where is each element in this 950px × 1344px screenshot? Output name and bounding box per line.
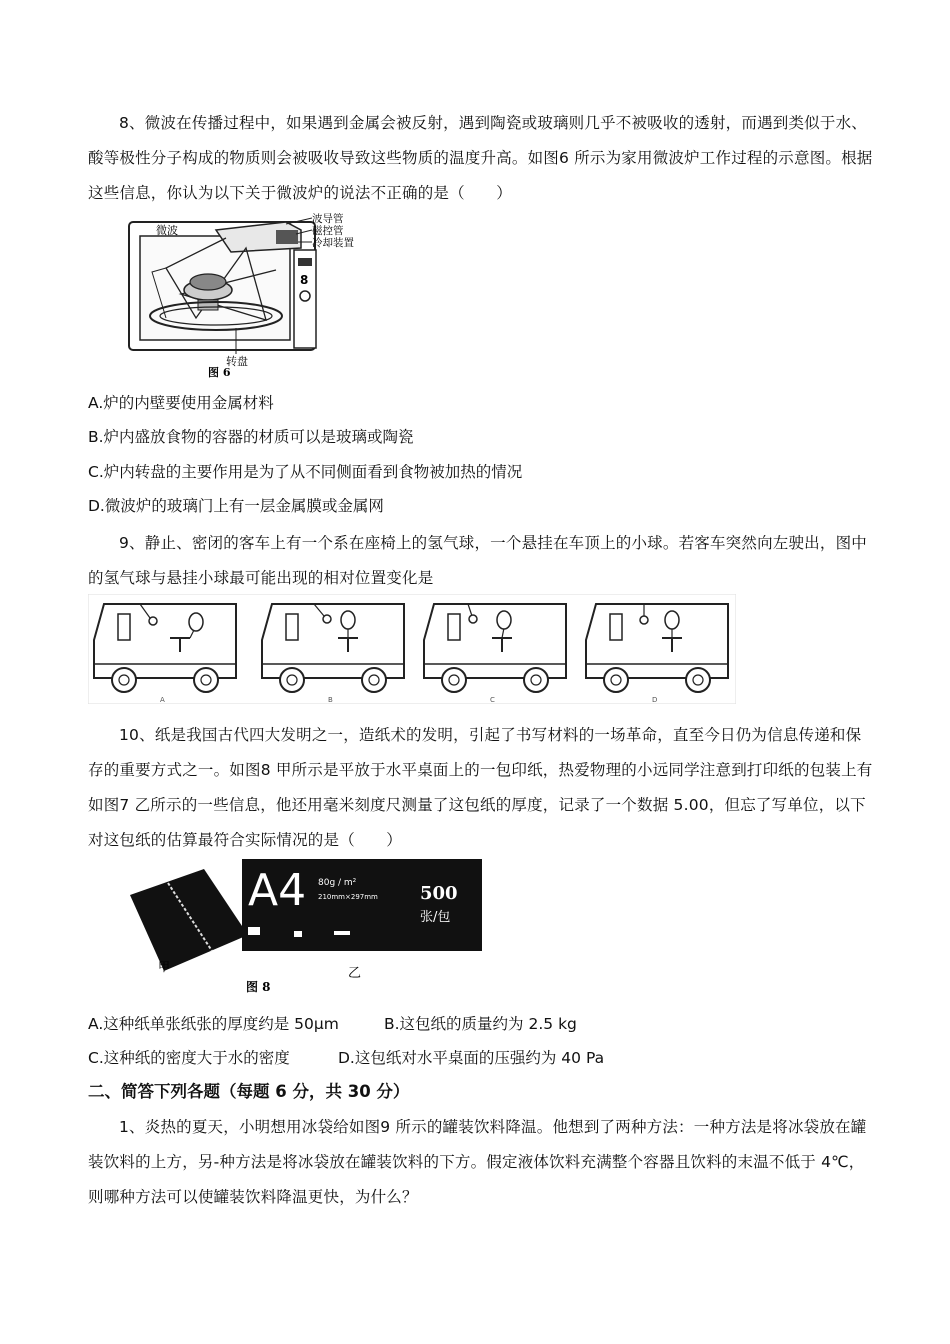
question-9-text: 9、静止、密闭的客车上有一个系在座椅上的氢气球，一个悬挂在车顶上的小球。若客车突然向左驶出，图中的氢气球与悬挂小球最可能出现的相对位置变化是 bbox=[88, 534, 867, 587]
q10-option-d: D.这包纸对水平桌面的压强约为 40 Pa bbox=[338, 1049, 605, 1067]
figure-8-paper-pack bbox=[124, 855, 488, 997]
label-yi: 乙 bbox=[348, 966, 362, 981]
bus-label-b: B bbox=[328, 696, 333, 704]
paper-count-unit: 张/包 bbox=[420, 910, 451, 925]
label-jia: 甲 bbox=[158, 960, 171, 974]
figure-8-caption: 图 8 bbox=[246, 980, 271, 994]
q10-option-b: B.这包纸的质量约为 2.5 kg bbox=[384, 1015, 577, 1033]
label-waveguide: 波导管 bbox=[312, 213, 344, 225]
paper-spec-dimensions: 210mm×297mm bbox=[318, 893, 378, 901]
bus-label-a: A bbox=[160, 696, 165, 704]
paper-size-text: A4 bbox=[248, 865, 307, 916]
figure-6-microwave bbox=[126, 208, 372, 378]
panel-digit: 8 bbox=[300, 273, 309, 287]
question-10-text: 10、纸是我国古代四大发明之一，造纸术的发明，引起了书写材料的一场革命，直至今日仍为信息传递和保存的重要方式之一。如图8 甲所示是平放于水平桌面上的一包印纸，热爱物理的小远同学注意到打印纸的包装上有如图7 乙所示的一些信息，他还用毫米刻度尺测量了这包纸的厚度，记录了一个数据 5.00，但忘了写单位，以下对这包纸的估算最符合实际情况的是（ ） bbox=[88, 726, 873, 849]
question-8-text: 8、微波在传播过程中，如果遇到金属会被反射，遇到陶瓷或玻璃则几乎不被吸收的透射，而遇到类似于水、酸等极性分子构成的物质则会被吸收导致这些物质的温度升高。如图6 所示为家用微波炉工作过程的示意图。根据这些信息，你认为以下关于微波炉的说法不正确的是（ ） bbox=[88, 114, 873, 202]
q8-option-a: A.炉的内壁要使用金属材料 bbox=[88, 394, 274, 412]
figure-6-caption: 图 6 bbox=[208, 366, 231, 378]
q8-option-d: D.微波炉的玻璃门上有一层金属膜或金属网 bbox=[88, 497, 384, 515]
label-magnetron: 磁控管 bbox=[312, 225, 344, 237]
label-cooling: 冷却装置 bbox=[312, 237, 354, 249]
paper-spec-grammage: 80g / m² bbox=[318, 878, 357, 888]
bus-label-c: C bbox=[490, 696, 495, 704]
q8-option-c: C.炉内转盘的主要作用是为了从不同侧面看到食物被加热的情况 bbox=[88, 463, 523, 481]
label-turntable: 转盘 bbox=[226, 355, 248, 368]
short-answer-1-text: 1、炎热的夏天，小明想用冰袋给如图9 所示的罐装饮料降温。他想到了两种方法：一种方法是将冰袋放在罐装饮料的上方，另-种方法是将冰袋放在罐装饮料的下方。假定液体饮料充满整个容器且饮料的末温不低于 4℃，则哪种方法可以使罐装饮料降温更快，为什么？ bbox=[88, 1118, 867, 1206]
figure-bus-options bbox=[88, 594, 736, 704]
q10-option-a: A.这种纸单张纸张的厚度约是 50μm bbox=[88, 1015, 339, 1033]
paper-count: 500 bbox=[420, 883, 458, 904]
q8-option-b: B.炉内盛放食物的容器的材质可以是玻璃或陶瓷 bbox=[88, 428, 414, 446]
label-microwave: 微波 bbox=[156, 224, 178, 237]
q10-option-c: C.这种纸的密度大于水的密度 bbox=[88, 1049, 290, 1067]
section-2-heading: 二、简答下列各题（每题 6 分，共 30 分） bbox=[88, 1082, 410, 1101]
bus-label-d: D bbox=[652, 696, 658, 704]
